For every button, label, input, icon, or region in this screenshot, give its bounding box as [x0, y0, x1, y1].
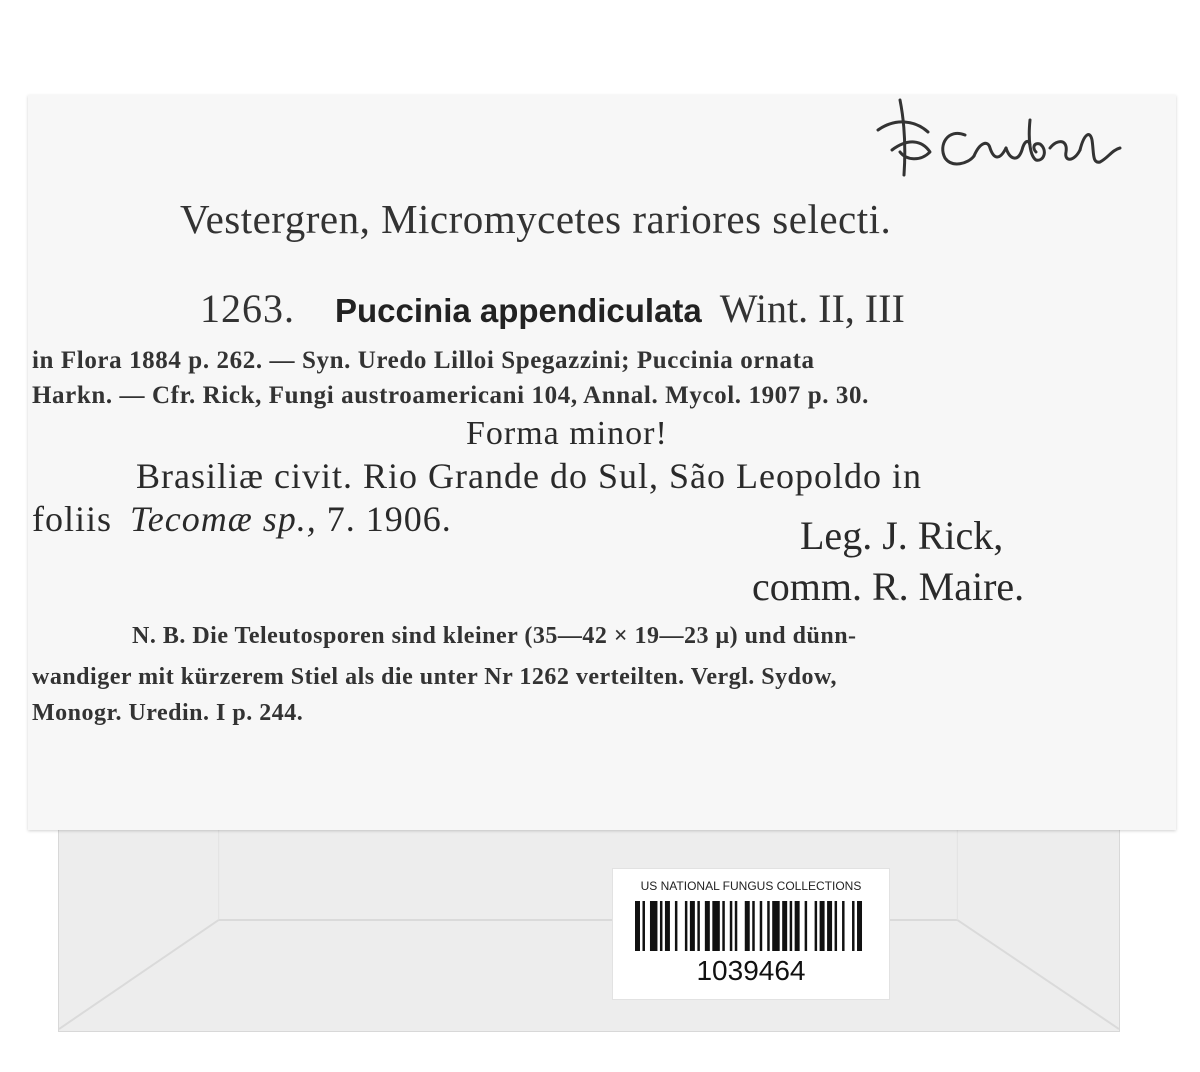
- specimen-packet: [58, 800, 1120, 1032]
- barcode-bar: [827, 901, 832, 951]
- host-name: Tecomæ sp.,: [130, 499, 317, 539]
- barcode-bar: [675, 901, 677, 951]
- barcode-bar: [835, 901, 837, 951]
- note-line-3: Monogr. Uredin. I p. 244.: [32, 700, 304, 726]
- taxon-name: Puccinia appendiculata: [335, 292, 702, 329]
- barcode-bar: [642, 901, 644, 951]
- barcode-bar: [782, 901, 787, 951]
- exsiccata-heading: [200, 285, 905, 332]
- barcode-bar: [772, 901, 779, 951]
- taxon-authority: Wint. II, III: [719, 286, 905, 331]
- barcode-bar: [705, 901, 710, 951]
- barcode-bars: [635, 901, 867, 951]
- barcode-bar: [760, 901, 762, 951]
- collection-date: 7. 1906.: [326, 499, 452, 539]
- barcode-bar: [690, 901, 695, 951]
- barcode-bar: [842, 901, 844, 951]
- reference-line-1: in Flora 1884 p. 262. — Syn. Uredo Lilloi Spegazzini; Puccinia ornata: [32, 347, 815, 374]
- barcode-bar: [722, 901, 724, 951]
- locality-prefix: foliis: [32, 499, 113, 539]
- exsiccata-number: 1263.: [200, 286, 295, 331]
- barcode-bar: [752, 901, 754, 951]
- barcode-bar: [820, 901, 825, 951]
- reference-line-2: Harkn. — Cfr. Rick, Fungi austroamericani 104, Annal. Mycol. 1907 p. 30.: [32, 382, 869, 409]
- barcode-bar: [815, 901, 817, 951]
- barcode-bar: [790, 901, 792, 951]
- barcode-bar: [795, 901, 800, 951]
- barcode-bar: [650, 901, 657, 951]
- barcode-bar: [767, 901, 769, 951]
- note-line-1: N. B. Die Teleutosporen sind kleiner (35—42 × 19—23 μ) und dünn-: [132, 623, 857, 649]
- packet-fold-lines: [59, 801, 1119, 1031]
- barcode-heading: US NATIONAL FUNGUS COLLECTIONS: [640, 879, 862, 893]
- locality-line-2: [32, 498, 452, 540]
- barcode-bar: [665, 901, 670, 951]
- barcode-bar: [805, 901, 807, 951]
- barcode-bar: [660, 901, 662, 951]
- locality-line-1: Brasiliæ civit. Rio Grande do Sul, São Leopoldo in: [136, 456, 922, 496]
- barcode-bar: [745, 901, 750, 951]
- handwritten-signature: [870, 90, 1150, 185]
- forma-note: Forma minor!: [466, 415, 668, 452]
- series-title: Vestergren, Micromycetes rariores selecti.: [180, 196, 892, 242]
- barcode-bar: [712, 901, 719, 951]
- collector: Leg. J. Rick,: [800, 513, 1004, 558]
- barcode-number: 1039464: [696, 955, 806, 986]
- barcode-label: [612, 868, 890, 1000]
- note-line-2: wandiger mit kürzerem Stiel als die unter Nr 1262 verteilten. Vergl. Sydow,: [32, 664, 837, 690]
- communicator: comm. R. Maire.: [752, 564, 1025, 609]
- barcode-bar: [735, 901, 737, 951]
- barcode-bar: [697, 901, 699, 951]
- barcode-bar: [730, 901, 732, 951]
- barcode-bar: [857, 901, 862, 951]
- barcode-bar: [852, 901, 854, 951]
- barcode-bar: [635, 901, 640, 951]
- barcode-bar: [685, 901, 687, 951]
